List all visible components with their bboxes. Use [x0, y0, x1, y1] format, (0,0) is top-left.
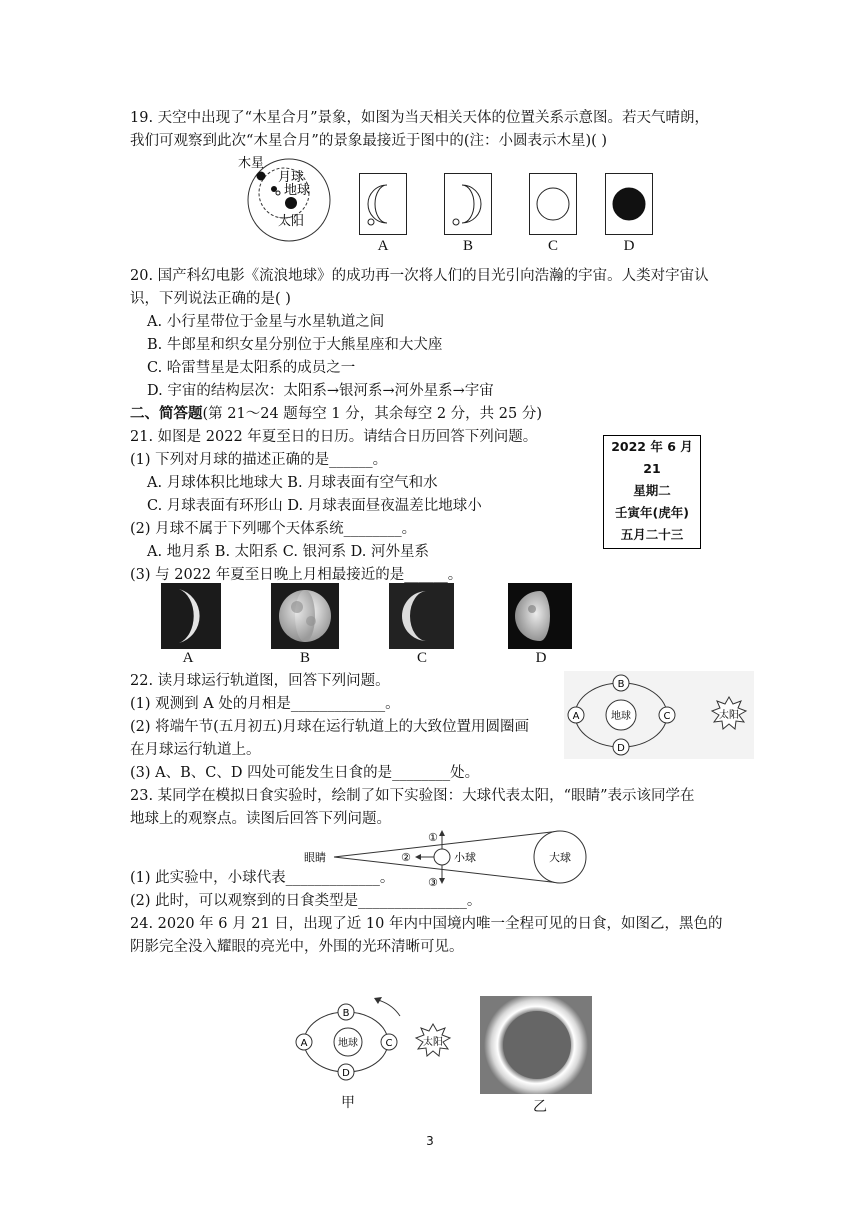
q24-caption-yi: 乙: [533, 1100, 547, 1115]
q22-sub3: (3) A、B、C、D 四处可能发生日食的是________处。: [130, 765, 480, 781]
q19-stem-line2: 我们可观察到此次“木星合月”的景象最接近于图中的(注：小圆表示木星)( ): [130, 133, 608, 149]
q19-option-a-figure: [359, 173, 407, 235]
calendar-lunar-year: 壬寅年(虎年): [615, 505, 689, 520]
q21-moon-d: [508, 583, 572, 649]
calendar-box: [603, 435, 701, 549]
q22-point-d: D: [617, 743, 625, 754]
q21-sub1: (1) 下列对月球的描述正确的是______。: [130, 452, 388, 468]
q24-stem-line2: 阴影完全没入耀眼的亮光中，外围的光环清晰可见。: [130, 939, 464, 955]
q21-sub3: (3) 与 2022 年夏至日晚上月相最接近的是______。: [130, 567, 463, 583]
q23-sub1: (1) 此实验中，小球代表_____________。: [130, 870, 395, 886]
jupiter-dot: [257, 172, 266, 181]
q24-stem-line1: 24. 2020 年 6 月 21 日，出现了近 10 年内中国境内唯一全程可见的日食，如图乙，黑色的: [130, 916, 723, 932]
moon-dot: [271, 186, 277, 192]
q21-sub2-options: A. 地月系 B. 太阳系 C. 银河系 D. 河外星系: [147, 544, 430, 560]
q21-moon-b: [271, 583, 339, 649]
q24-point-c: C: [385, 1038, 393, 1049]
q20-stem-line1: 20. 国产科幻电影《流浪地球》的成功再一次将人们的目光引向浩瀚的宇宙。人类对宇宙认: [130, 268, 709, 284]
label-earth: 地球: [284, 183, 311, 198]
earth-dot: [276, 191, 280, 195]
calendar-year-month: 2022 年 6 月: [611, 439, 693, 454]
q19-option-d-figure: [605, 173, 653, 235]
q23-eye-label: 眼睛: [304, 851, 326, 864]
q19-option-b-figure: [444, 173, 492, 235]
q23-big-ball-label: 大球: [549, 851, 571, 864]
q22-point-a: A: [572, 711, 580, 722]
q20-option-d: D. 宇宙的结构层次：太阳系→银河系→河外星系→宇宙: [147, 383, 494, 399]
q21-sub2: (2) 月球不属于下列哪个天体系统________。: [130, 521, 417, 537]
section-note: (第 21～24 题每空 1 分，其余每空 2 分，共 25 分): [202, 406, 542, 422]
q24-sun-label: 太阳: [423, 1037, 443, 1048]
q23-mark-3: ③: [428, 876, 438, 888]
q22-sub1: (1) 观测到 A 处的月相是_____________。: [130, 696, 400, 712]
q19-label-a: A: [377, 238, 389, 254]
q22-sub2-line2: 在月球运行轨道上。: [130, 742, 261, 758]
q24-earth-label: 地球: [338, 1038, 358, 1049]
q21-moon-label-b: B: [299, 650, 310, 666]
q22-orbit-diagram: [564, 671, 754, 759]
q23-stem-line2: 地球上的观察点。读图后回答下列问题。: [130, 811, 391, 827]
q23-mark-1: ①: [428, 831, 438, 844]
q23-small-ball-label: 小球: [454, 851, 476, 864]
calendar-lunar-date: 五月二十三: [620, 527, 684, 542]
q22-point-b: B: [617, 679, 625, 690]
label-moon: 月球: [278, 170, 305, 185]
page-number: 3: [426, 1134, 434, 1148]
q19-label-b: B: [462, 238, 473, 254]
q22-stem: 22. 读月球运行轨道图，回答下列问题。: [130, 673, 390, 689]
q22-earth-label: 地球: [611, 711, 631, 722]
q21-moon-label-c: C: [416, 650, 427, 666]
q21-moon-a: [161, 583, 221, 649]
section-heading: [130, 404, 542, 424]
q23-sub2: (2) 此时，可以观察到的日食类型是_______________。: [130, 893, 482, 909]
q20-option-b: B. 牛郎星和织女星分别位于大熊星座和大犬座: [147, 337, 443, 353]
calendar-weekday: 星期二: [633, 483, 671, 498]
q19-position-diagram: [232, 153, 348, 251]
label-jupiter: 木星: [238, 156, 265, 171]
q22-sub2-line1: (2) 将端午节(五月初五)月球在运行轨道上的大致位置用圆圈画: [130, 719, 529, 735]
q24-orbit-diagram-jia: [292, 996, 468, 1092]
q21-stem: 21. 如图是 2022 年夏至日的日历。请结合日历回答下列问题。: [130, 429, 538, 445]
section-title: 二、简答题: [130, 405, 203, 422]
q22-point-c: C: [663, 711, 671, 722]
q21-moon-c: [389, 583, 454, 649]
q21-moon-label-d: D: [535, 650, 547, 666]
label-sun: 太阳: [278, 214, 305, 229]
q22-sun-label: 太阳: [719, 710, 739, 721]
q21-sub1-options-2: C. 月球表面有环形山 D. 月球表面昼夜温差比地球小: [147, 498, 482, 514]
q24-point-d: D: [342, 1068, 350, 1079]
calendar-day: 21: [643, 461, 661, 476]
q24-point-b: B: [342, 1008, 350, 1019]
q19-option-c-figure: [529, 173, 577, 235]
q19-stem-line1: 19. 天空中出现了“木星合月”景象，如图为当天相关天体的位置关系示意图。若天气晴朗，: [130, 110, 709, 126]
q24-caption-jia: 甲: [341, 1096, 355, 1111]
sun-dot: [285, 197, 297, 209]
q19-label-d: D: [623, 238, 635, 254]
q23-mark-2: ②: [401, 851, 411, 864]
q21-sub1-options-1: A. 月球体积比地球大 B. 月球表面有空气和水: [147, 475, 438, 491]
q20-stem-line2: 识，下列说法正确的是( ): [130, 291, 291, 307]
q19-label-c: C: [547, 238, 558, 254]
q24-point-a: A: [300, 1038, 308, 1049]
q24-eclipse-photo: [480, 996, 592, 1094]
q23-stem-line1: 23. 某同学在模拟日食实验时，绘制了如下实验图：大球代表太阳，“眼睛”表示该同学在: [130, 788, 695, 804]
q20-option-c: C. 哈雷彗星是太阳系的成员之一: [147, 360, 356, 376]
q20-option-a: A. 小行星带位于金星与水星轨道之间: [147, 314, 385, 330]
q21-moon-label-a: A: [182, 650, 194, 666]
